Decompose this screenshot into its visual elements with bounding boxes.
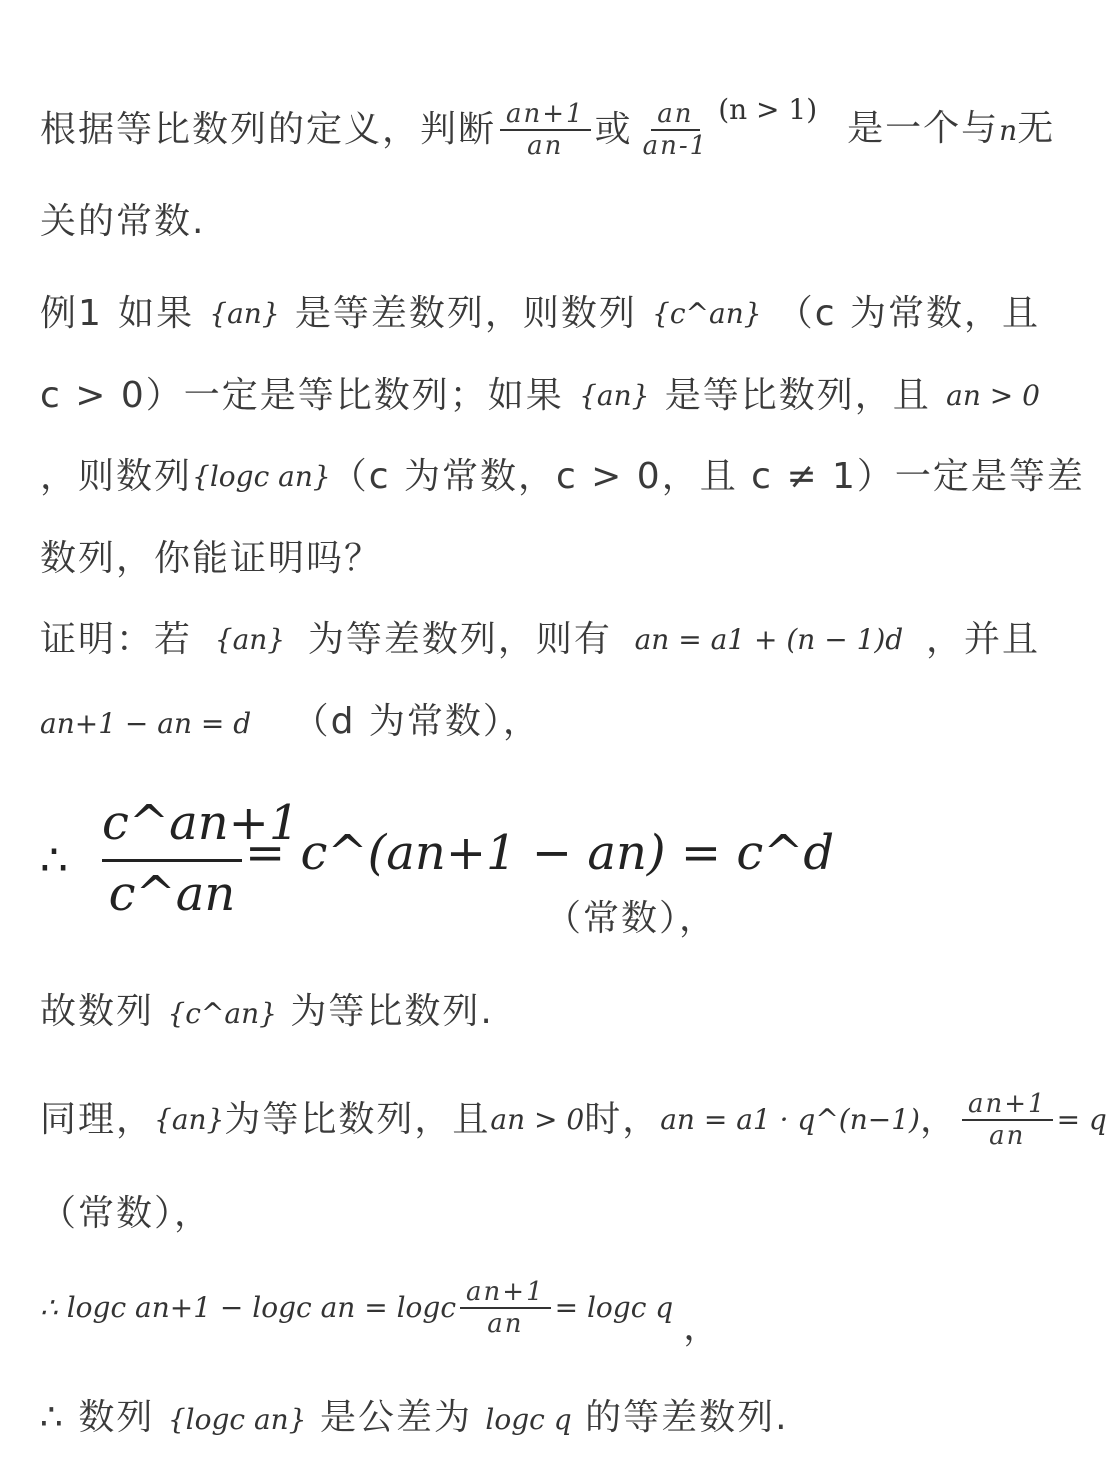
similar-line-2: （常数），	[40, 1193, 213, 1234]
log-equation: ∴ logc an+1 − logc an = logc $\frac{an+1}{an}$ = logc q ，	[40, 1277, 722, 1348]
proof-line-1: 证明：若 {an} 为等差数列，则有 an = a1 + (n − 1)d ，并且	[40, 619, 1040, 660]
ratio-fraction-2: $\frac{an}{an-1}$ (n > 1)	[642, 93, 818, 161]
therefore-symbol: ∴	[40, 835, 68, 886]
example-line-3: ，则数列 {logc an} （c 为常数，c > 0，且 c ≠ 1）一定是等差	[40, 456, 1085, 497]
text: 根据等比数列的定义，判断	[40, 109, 497, 150]
definition-line-2: 关的常数.	[40, 201, 206, 242]
ratio-q: $\frac{an+1}{an}$ = q	[958, 1089, 1107, 1151]
definition-line	[40, 90, 1056, 170]
big-fraction: c^an+1 c^an	[102, 795, 300, 922]
text: 是一个与n无	[847, 108, 1056, 149]
example-line-2: c > 0）一定是等比数列；如果 {an} 是等比数列，且 an > 0	[40, 375, 1040, 416]
ratio-fraction: $\frac{an+1}{an}$	[500, 99, 591, 161]
constant-note: （常数），	[545, 898, 718, 939]
proof-conclusion: 故数列 {c^an} 为等比数列.	[40, 991, 494, 1032]
example-line-1: 例1 如果 {an} 是等差数列，则数列 {c^an} （c 为常数，且	[40, 293, 1040, 334]
text: 或	[594, 109, 633, 150]
similar-line-1: 同理， {an} 为等比数列，且 an > 0 时， an = a1 · q^(n−1) ， $\frac{an+1}{an}$ = q	[40, 1089, 1107, 1151]
final-conclusion: ∴ 数列 {logc an} 是公差为 logc q 的等差数列.	[40, 1397, 789, 1438]
document-page: 根据等比数列的定义，判断 $\frac{an+1}{an}$ 或 $\frac{an}{an-1}$ (n > 1) 是一个与n无 关的常数. 例1 如果 {an} 是等差数列，则数列 {c^an} （c 为常数，且 c > 0）一定是等比数列；如果 {an} 是等比数列，且 an > 0 ，则数列 {logc an} （c 为常数，c > 0，且 c ≠ 1）一定是等差 数列，你能证明吗？ 证明：若 {an} 为等差数列，则有 an = a1 + (n − 1)d ，并且 an+1 − an = d （d 为常数）， ∴ c^an+1 c^an = c^(an+1 − an) = c^d （常数）， 故数列 {c^an} 为等比数列. 同理， {an} 为等比数列，且 an > 0 时， an = a1 · q^(n−1) ， $\frac{an+1}{an}$ = q （常数）， ∴ logc an+1 − logc an = logc $\frac{an+1}{an}$ = logc q ， ∴ 数列 {logc an} 是公差为 logc q 的等差数列.	[0, 0, 1080, 1477]
example-line-4: 数列，你能证明吗？	[40, 538, 383, 579]
proof-line-2: an+1 − an = d （d 为常数），	[40, 701, 541, 742]
